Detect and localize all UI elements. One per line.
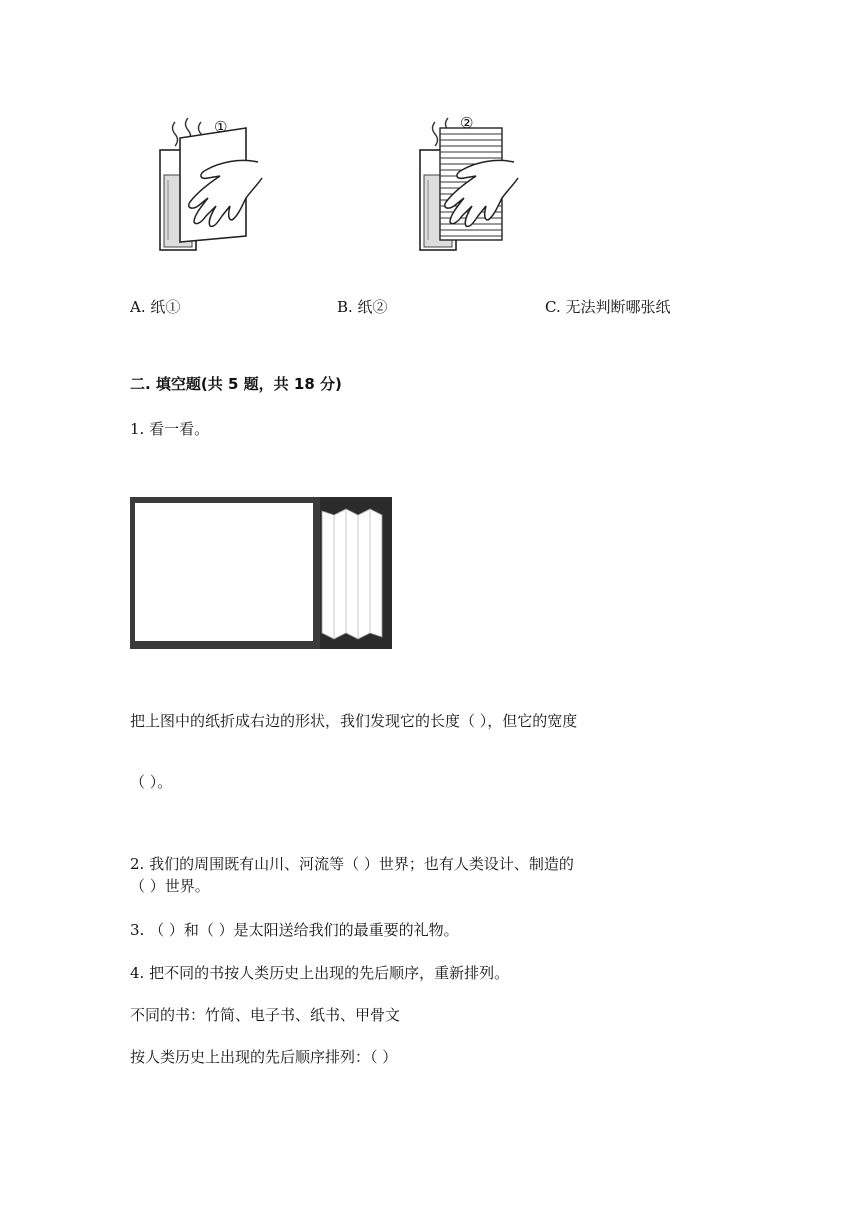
question-1-title: 1. 看一看。 xyxy=(130,420,210,438)
figure-2-label: ② xyxy=(460,114,474,132)
question-1-line-1: 把上图中的纸折成右边的形状，我们发现它的长度（ ），但它的宽度 xyxy=(130,712,578,730)
question-4-books-list: 不同的书：竹简、电子书、纸书、甲骨文 xyxy=(130,1006,401,1024)
question-3-line-1: 3. （ ）和（ ）是太阳送给我们的最重要的礼物。 xyxy=(130,921,459,939)
question-4-line-1: 4. 把不同的书按人类历史上出现的先后顺序，重新排列。 xyxy=(130,964,510,982)
glass-folded-paper-figure xyxy=(410,110,530,260)
glass-flat-paper-figure xyxy=(150,110,270,260)
section-heading: 二. 填空题(共 5 题，共 18 分) xyxy=(130,375,342,393)
option-c: C. 无法判断哪张纸 xyxy=(545,298,671,316)
figure-1-label: ① xyxy=(214,118,228,136)
question-2-line-2: （ ）世界。 xyxy=(130,877,210,895)
option-b: B. 纸② xyxy=(337,298,388,316)
question-4-answer-line: 按人类历史上出现的先后顺序排列：（ ） xyxy=(130,1048,398,1066)
option-a: A. 纸① xyxy=(130,298,181,316)
paper-folding-photo xyxy=(130,497,392,649)
question-1-line-2: （ ）。 xyxy=(130,773,173,791)
question-2-line-1: 2. 我们的周围既有山川、河流等（ ）世界；也有人类设计、制造的 xyxy=(130,855,574,873)
